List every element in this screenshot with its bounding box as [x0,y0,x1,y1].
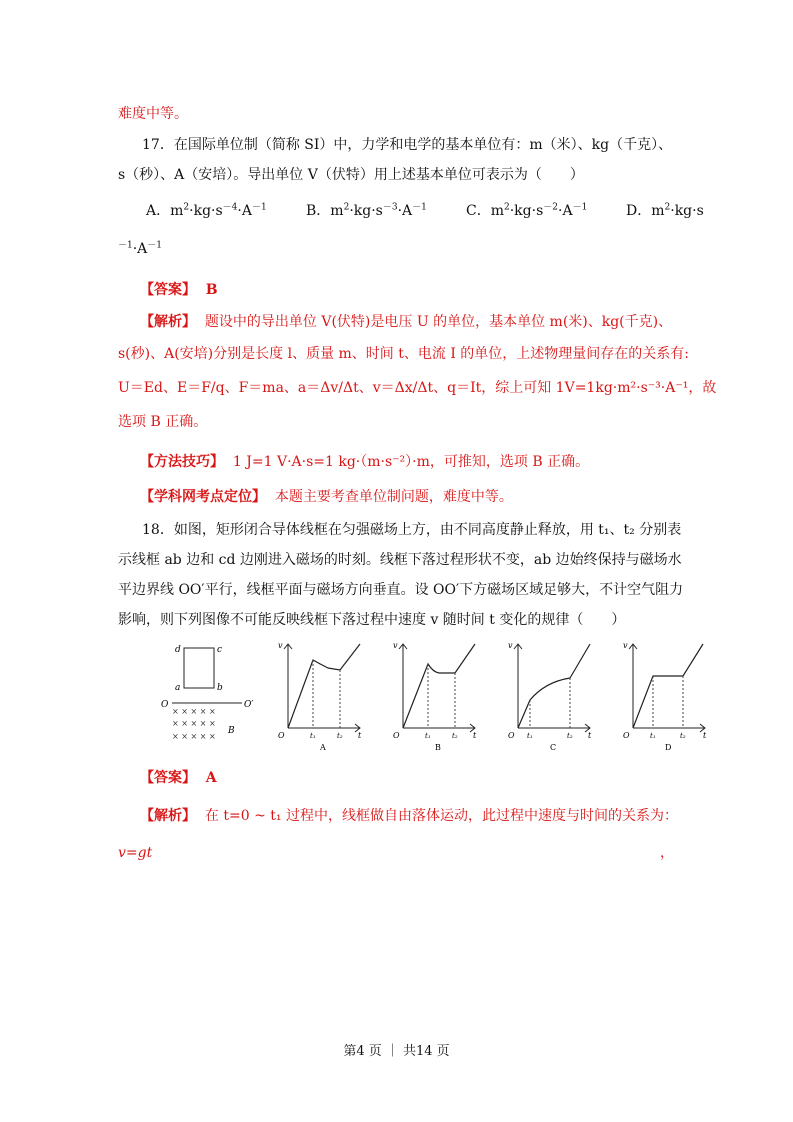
svg-text:× × × × ×: × × × × × [172,719,216,728]
q17-analysis-line1: 【解析】 题设中的导出单位 V(伏特)是电压 U 的单位，基本单位 m(米)、kg(千克)、 [140,314,673,330]
graph-c [508,641,592,752]
q18-figure [150,640,710,755]
svg-text:t₁: t₁ [310,732,316,740]
page-footer: 第4 页 ｜ 共14 页 [343,1044,450,1059]
boundary-o-prime-label: O′ [244,700,254,710]
svg-text:O: O [278,731,285,740]
svg-text:t₁: t₁ [650,732,656,740]
graph-a-curve [288,644,360,728]
q18-stem-line2: 示线框 ab 边和 cd 边刚进入磁场的时刻。线框下落过程形状不变，ab 边始终保持与磁场水 [118,552,682,568]
corner-d-label: d [175,645,181,655]
q17-analysis-line3: U＝Ed、E＝F/q、F＝ma、a＝Δv/Δt、v＝Δx/Δt、q＝It，综上可知 1V=1kg·m²·s⁻³·A⁻¹，故 [118,380,717,396]
svg-text:t₂: t₂ [567,732,573,740]
q18-stem-line1: 18．如图，矩形闭合导体线框在匀强磁场上方，由不同高度静止释放，用 t₁、t₂ 分别表 [142,522,682,538]
svg-text:v: v [278,641,283,650]
graph-d [623,641,707,752]
svg-text:v: v [393,641,398,650]
wire-frame [184,648,214,688]
svg-text:t₁: t₁ [425,732,431,740]
graph-d-label: D [665,743,672,752]
corner-b-label: b [217,683,223,693]
svg-text:v: v [508,641,513,650]
q18-answer: 【答案】 A [140,770,217,786]
q18-analysis-line2-end: ， [660,845,674,861]
corner-c-label: c [217,645,223,655]
q18-stem-line3: 平边界线 OO′平行，线框平面与磁场方向垂直。设 OO′下方磁场区域足够大，不计空气阻力 [118,582,684,598]
q17-option-a: A．$m^2\cdot kg\cdot s^{-4}\cdot A^{-1}$ [146,202,267,219]
q17-focus: 【学科网考点定位】 本题主要考查单位制问题，难度中等。 [140,489,513,505]
q17-option-d: D．$m^2\cdot kg\cdot s$ [626,202,704,219]
q17-stem-line1: 17．在国际单位制（简称 SI）中，力学和电学的基本单位有：m（米）、kg（千克）、 [142,137,673,153]
svg-text:O: O [508,731,515,740]
q17-analysis-line2: s(秒)、A(安培)分别是长度 l、质量 m、时间 t、电流 I 的单位，上述物理量间存在的关系有: [118,346,690,362]
graph-a [278,641,362,752]
intro-text: 难度中等。 [118,106,188,122]
frame-diagram [172,648,242,703]
q17-option-d-cont: $^{-1}\cdot A^{-1}$ [118,240,163,257]
graph-a-label: A [320,743,326,752]
q17-answer: 【答案】 B [140,282,218,298]
svg-text:t: t [703,731,707,740]
q17-option-b: B．$m^2\cdot kg\cdot s^{-3}\cdot A^{-1}$ [306,202,427,219]
svg-text:v: v [623,641,628,650]
svg-text:× × × × ×: × × × × × [172,732,216,741]
q17-stem-line2: s（秒）、A（安培）。导出单位 V（伏特）用上述基本单位可表示为（ ） [118,167,584,183]
graph-b [393,641,477,752]
svg-text:t: t [588,731,592,740]
boundary-o-label: O [161,700,169,710]
q17-method: 【方法技巧】 1 J=1 V·A·s=1 kg·（m·s⁻²）·m，可推知，选项 B 正确。 [140,454,590,470]
svg-text:t₂: t₂ [680,732,686,740]
svg-text:O: O [623,731,630,740]
graph-c-label: C [550,743,557,752]
svg-text:t: t [473,731,477,740]
q18-stem-line4: 影响，则下列图像不可能反映线框下落过程中速度 v 随时间 t 变化的规律（ ） [118,612,626,628]
svg-text:t₂: t₂ [337,732,343,740]
corner-a-label: a [175,683,181,693]
q17-option-c: C．$m^2\cdot kg\cdot s^{-2}\cdot A^{-1}$ [466,202,588,219]
graph-c-curve [518,644,590,728]
q18-analysis-line1: 【解析】 在 t=0 ~ t₁ 过程中，线框做自由落体运动，此过程中速度与时间的关系为： [140,808,678,824]
field-crosses [172,707,216,741]
svg-text:t₁: t₁ [527,732,533,740]
q18-analysis-line2: v=gt [118,845,153,861]
svg-text:t₂: t₂ [452,732,458,740]
svg-text:O: O [393,731,400,740]
field-b-label: B [228,726,235,736]
svg-text:× × × × ×: × × × × × [172,707,216,716]
svg-text:t: t [358,731,362,740]
graph-d-curve [633,644,703,728]
q17-analysis-line4: 选项 B 正确。 [118,414,208,430]
graph-b-label: B [435,743,441,752]
graph-b-curve [403,644,475,728]
